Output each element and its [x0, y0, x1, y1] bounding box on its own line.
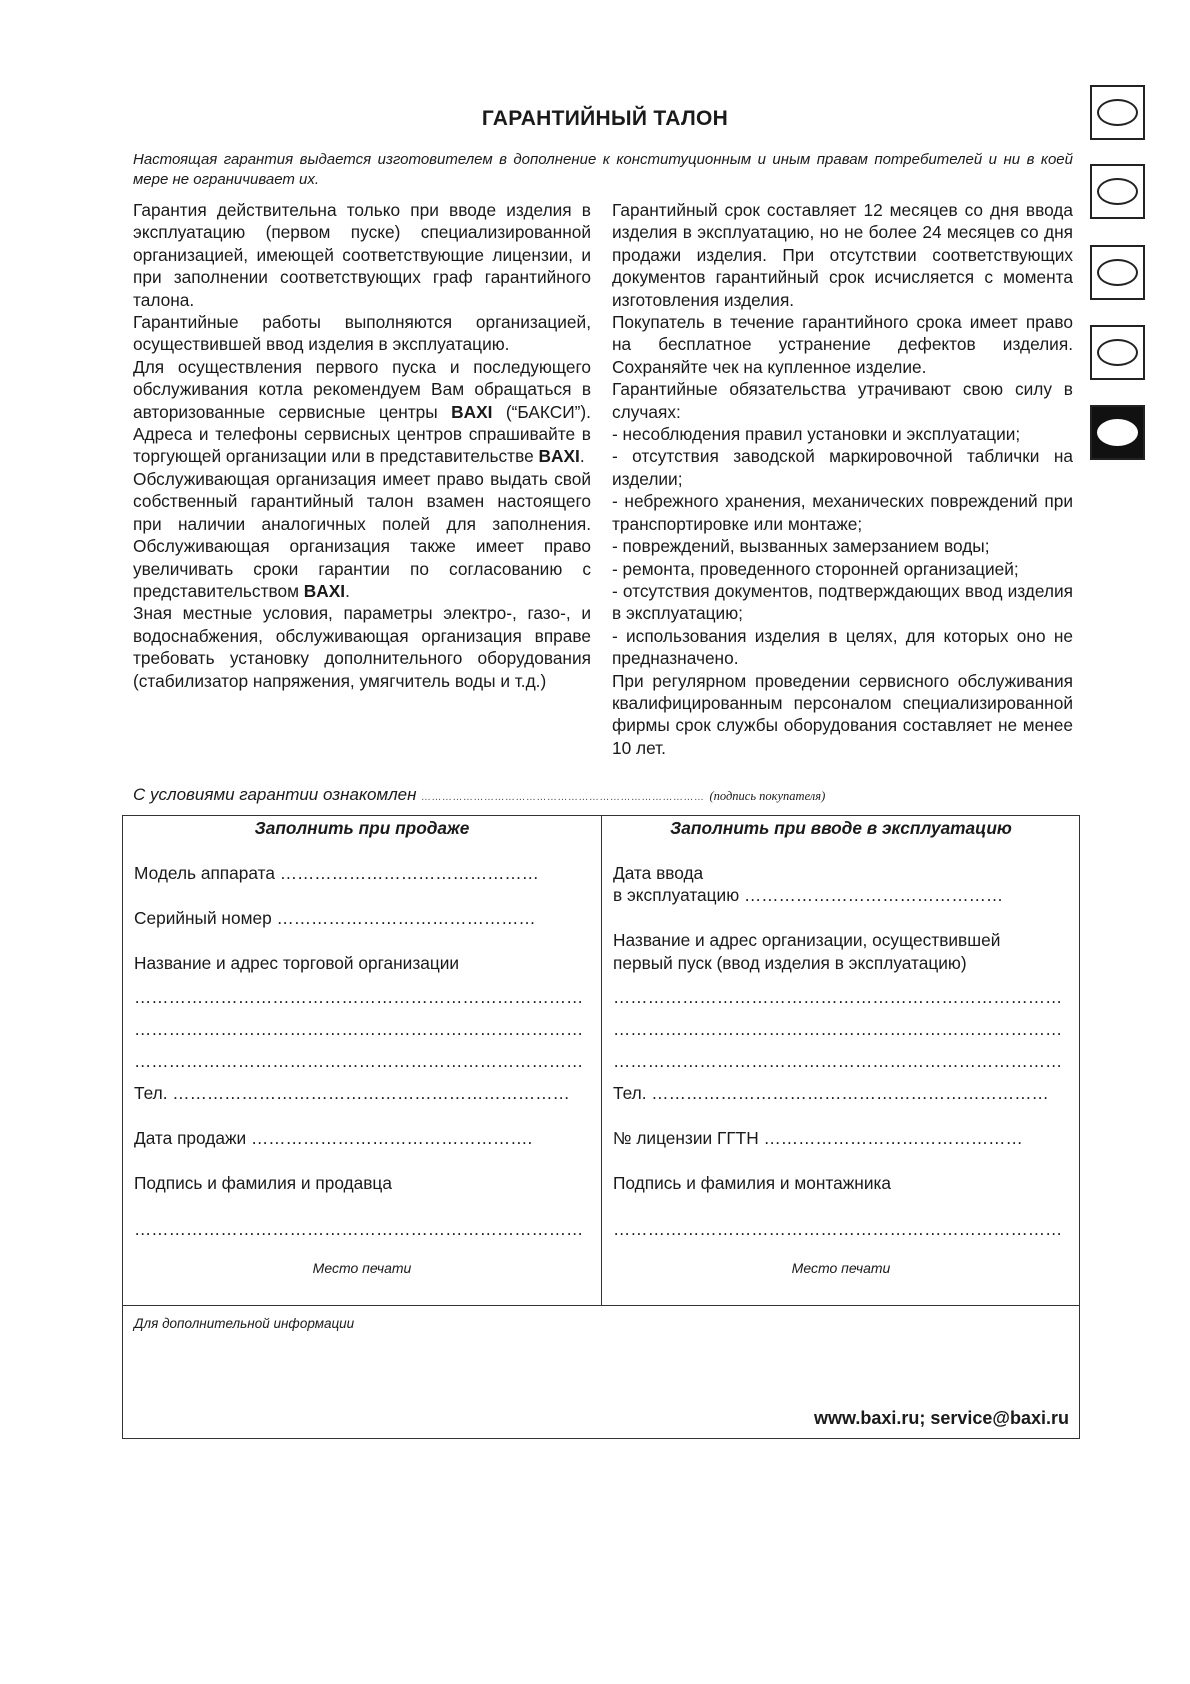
- sale-org-field[interactable]: ……………………………………………………………………: [134, 1051, 584, 1071]
- seller-signature-label: Подпись и фамилия и продавца: [134, 1173, 392, 1193]
- installer-signature-field[interactable]: ……………………………………………………………………: [613, 1219, 1063, 1239]
- intro-text: Настоящая гарантия выдается изготовителем в дополнение к конституционным и иным правам потребителей и ни в коей мере не ограничивает их.: [133, 151, 1073, 188]
- text-span: Обслуживающая организация имеет право выдать свой собственный гарантийный талон взамен настоящего при наличии аналогичных полей для заполнения. Обслуживающая организация также имеет право увеличивать сроки гарантии по согласованию с представительством: [133, 468, 591, 601]
- right-paragraph: Гарантийный срок составляет 12 месяцев со дня ввода изделия в эксплуатацию, но не более 24 месяцев со дня продажи изделия. При отсутствии соответствующих документов гарантийный срок исчисляется с момента изготовления изделия.: [612, 200, 1073, 310]
- right-paragraph: При регулярном проведении сервисного обслуживания квалифицированным персоналом специализированной фирмы срок службы оборудования составляет не менее 10 лет.: [612, 670, 1073, 758]
- commission-org-label: Название и адрес организации, осуществившей: [613, 930, 1001, 950]
- text-span: (“БАКСИ”). Адреса и телефоны сервисных центров спрашивайте в торгующей организации или в представительстве: [133, 401, 591, 467]
- commission-org-label: первый пуск (ввод изделия в эксплуатацию): [613, 953, 967, 973]
- left-paragraph: Обслуживающая организация имеет право выдать свой собственный гарантийный талон взамен настоящего при наличии аналогичных полей для заполнения. Обслуживающая организация также имеет право увеличивать сроки гарантии по согласованию с представительством BAXI.: [133, 468, 591, 601]
- installer-signature-label: Подпись и фамилия и монтажника: [613, 1173, 892, 1193]
- oval-icon: [1097, 339, 1138, 366]
- seller-signature-field[interactable]: ……………………………………………………………………: [134, 1219, 584, 1239]
- commission-date-label: Дата ввода: [613, 863, 704, 883]
- right-paragraph: Покупатель в течение гарантийного срока имеет право на бесплатное устранение дефектов изделия. Сохраняйте чек на купленное изделие.: [612, 312, 1073, 377]
- commission-stamp-label: Место печати: [791, 1260, 891, 1276]
- list-item: - использования изделия в целях, для которых оно не предназначено.: [612, 625, 1073, 669]
- acknowledgement-label: С условиями гарантии ознакомлен: [133, 785, 417, 804]
- brand-name: BAXI: [451, 401, 493, 422]
- commission-org-field[interactable]: ……………………………………………………………………: [613, 1051, 1063, 1071]
- serial-field[interactable]: Серийный номер ………………………………………: [134, 908, 536, 928]
- oval-icon: [1097, 419, 1138, 446]
- list-item: - отсутствия документов, подтверждающих ввод изделия в эксплуатацию;: [612, 580, 1073, 624]
- lang-tab-4[interactable]: [1090, 325, 1145, 380]
- additional-info-label: Для дополнительной информации: [134, 1316, 355, 1331]
- sale-date-field[interactable]: Дата продажи ………………………………………….: [134, 1128, 533, 1148]
- list-item: - повреждений, вызванных замерзанием воды;: [612, 536, 990, 557]
- commission-heading: Заполнить при вводе в эксплуатацию: [670, 818, 1012, 838]
- text-span: Для осуществления первого пуска и последующего обслуживания котла рекомендуем Вам обращаться в авторизованные сервисные центры: [133, 356, 591, 422]
- license-field[interactable]: № лицензии ГГТН ………………………………………: [613, 1128, 1023, 1148]
- commission-org-field[interactable]: ……………………………………………………………………: [613, 987, 1063, 1007]
- lang-tab-2[interactable]: [1090, 164, 1145, 219]
- sale-phone-field[interactable]: Тел. ……………………………………………………………: [134, 1083, 570, 1103]
- oval-icon: [1097, 178, 1138, 205]
- commission-org-field[interactable]: ……………………………………………………………………: [613, 1019, 1063, 1039]
- page-title: ГАРАНТИЙНЫЙ ТАЛОН: [481, 107, 729, 130]
- model-field[interactable]: Модель аппарата ………………………………………: [134, 863, 539, 883]
- oval-icon: [1097, 259, 1138, 286]
- row-divider: [123, 1305, 1079, 1306]
- acknowledgement-line: [133, 785, 825, 805]
- list-item: - небрежного хранения, механических повреждений при транспортировке или монтаже;: [612, 491, 1073, 534]
- sale-org-field[interactable]: ……………………………………………………………………: [134, 987, 584, 1007]
- left-paragraph: Зная местные условия, параметры электро-, газо-, и водоснабжения, обслуживающая организация вправе требовать установку дополнительного оборудования (стабилизатор напряжения, умягчитель воды и т.д.): [133, 603, 591, 691]
- commission-phone-field[interactable]: Тел. ……………………………………………………………: [613, 1083, 1049, 1103]
- left-paragraph: Для осуществления первого пуска и последующего обслуживания котла рекомендуем Вам обращаться в авторизованные сервисные центры BAXI (“БАКСИ”). Адреса и телефоны сервисных центров спрашивайте в торгующей организации или в представительстве BAXI.: [133, 356, 591, 467]
- sale-heading: Заполнить при продаже: [254, 818, 470, 838]
- oval-icon: [1097, 99, 1138, 126]
- list-item: - ремонта, проведенного сторонней организацией;: [612, 558, 1019, 579]
- left-column: [133, 199, 591, 692]
- contacts[interactable]: www.baxi.ru; service@baxi.ru: [814, 1408, 1069, 1428]
- sale-org-field[interactable]: ……………………………………………………………………: [134, 1019, 584, 1039]
- commission-date-field[interactable]: в эксплуатацию ………………………………………: [613, 885, 1004, 905]
- left-paragraph: Гарантия действительна только при вводе изделия в эксплуатацию (первом пуске) специализированной организацией, имеющей соответствующие лицензии, и при заполнении соответствующих граф гарантийного талона.: [133, 200, 591, 310]
- sale-org-label: Название и адрес торговой организации: [134, 953, 460, 973]
- list-item: - несоблюдения правил установки и эксплуатации;: [612, 424, 1021, 445]
- right-paragraph: Гарантийные обязательства утрачивают свою силу в случаях:: [612, 379, 1073, 422]
- sale-stamp-label: Место печати: [312, 1260, 412, 1276]
- signature-note: (подпись покупателя): [709, 789, 826, 803]
- brand-name: BAXI: [538, 446, 580, 467]
- left-paragraph: Гарантийные работы выполняются организацией, осуществившей ввод изделия в эксплуатацию.: [133, 312, 591, 355]
- lang-tab-3[interactable]: [1090, 245, 1145, 300]
- column-divider: [601, 816, 602, 1305]
- right-column: [612, 199, 1073, 759]
- signature-dots: ………………………………………………………………………: [421, 792, 705, 803]
- list-item: - отсутствия заводской маркировочной таблички на изделии;: [612, 446, 1073, 489]
- lang-tab-1[interactable]: [1090, 85, 1145, 140]
- lang-tab-5[interactable]: [1090, 405, 1145, 460]
- warranty-form: [122, 815, 1080, 1439]
- brand-name: BAXI: [303, 580, 346, 601]
